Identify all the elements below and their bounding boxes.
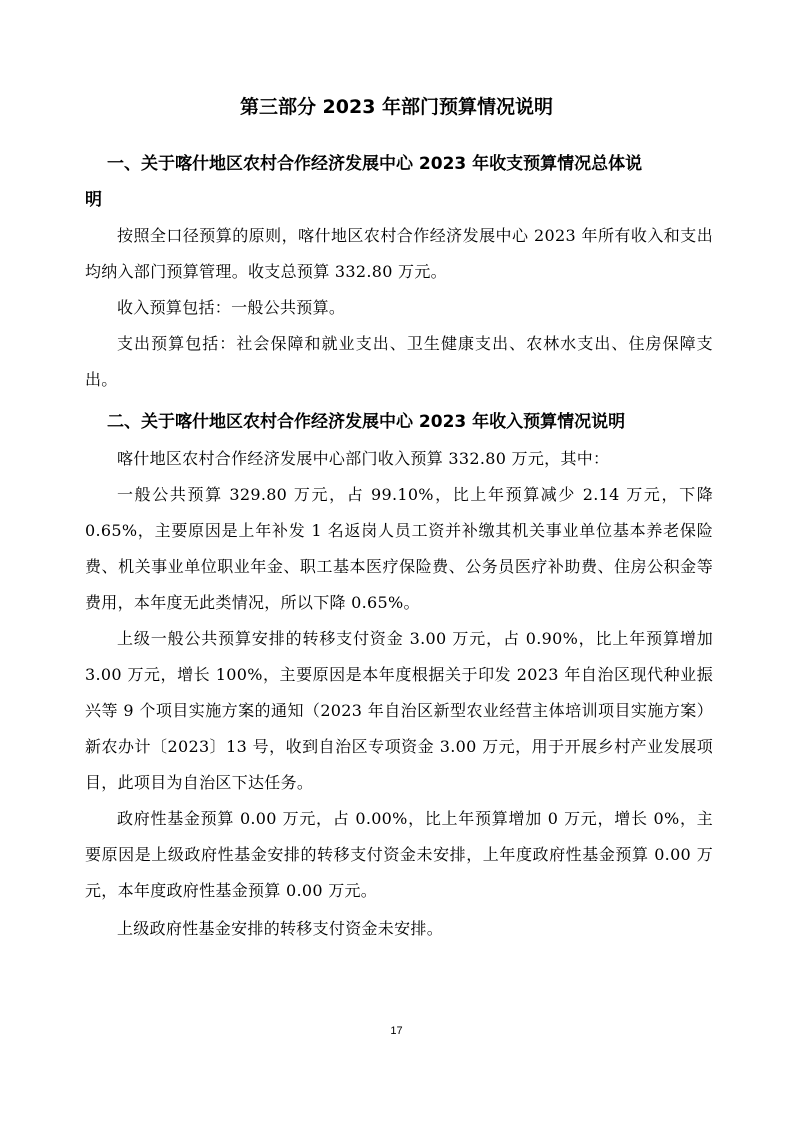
paragraph: 上级政府性基金安排的转移支付资金未安排。 xyxy=(117,919,444,938)
paragraph: 收入预算包括：一般公共预算。 xyxy=(117,298,346,317)
paragraph: 政府性基金预算 0.00 万元，占 0.00%，比上年预算增加 0 万元，增长 0%，主要原因是上级政府性基金安排的转移支付资金未安排，上年度政府性基金预算 0.00 万元，本年度政府性基金预算 0.00 万元。 xyxy=(85,809,713,900)
section-1-heading xyxy=(85,146,715,218)
section-2-number: 二、 xyxy=(107,412,141,432)
paragraph: 上级一般公共预算安排的转移支付资金 3.00 万元，占 0.90%，比上年预算增加 3.00 万元，增长 100%，主要原因是本年度根据关于印发 2023 年自治区现代种业振兴等 9 个项目实施方案的通知（2023 年自治区新型农业经营主体培训项目实施方案）新农办计〔2023〕13 号，收到自治区专项资金 3.00 万元，用于开展乡村产业发展项目，此项目为自治区下达任务。 xyxy=(85,629,713,792)
section-2-heading-text: 关于喀什地区农村合作经济发展中心 2023 年收入预算情况说明 xyxy=(141,412,626,432)
paragraph: 按照全口径预算的原则，喀什地区农村合作经济发展中心 2023 年所有收入和支出均纳入部门预算管理。收支总预算 332.80 万元。 xyxy=(85,226,713,281)
section-1-heading-line1: 关于喀什地区农村合作经济发展中心 2023 年收支预算情况总体说 xyxy=(141,154,643,174)
page-number: 17 xyxy=(390,1025,403,1037)
section-2-heading xyxy=(85,404,715,440)
paragraph: 喀什地区农村合作经济发展中心部门收入预算 332.80 万元，其中： xyxy=(117,449,610,468)
section-1-number: 一、 xyxy=(107,154,141,174)
paragraph: 一般公共预算 329.80 万元，占 99.10%，比上年预算减少 2.14 万元，下降 0.65%，主要原因是上年补发 1 名返岗人员工资并补缴其机关事业单位基本养老保险费、机关事业单位职业年金、职工基本医疗保险费、公务员医疗补助费、住房公积金等费用，本年度无此类情况，所以下降 0.65%。 xyxy=(85,485,713,612)
page-title: 第三部分 2023 年部门预算情况说明 xyxy=(239,96,554,118)
paragraph: 支出预算包括：社会保障和就业支出、卫生健康支出、农林水支出、住房保障支出。 xyxy=(85,334,713,389)
section-1-heading-line2: 明 xyxy=(85,190,102,210)
